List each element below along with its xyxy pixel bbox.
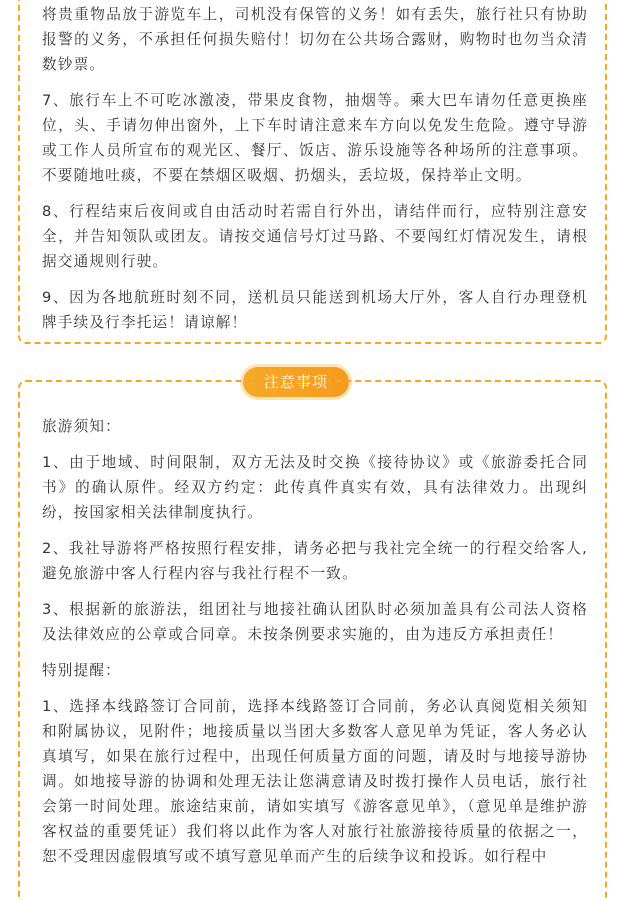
special-reminder-heading: 特别提醒： [42, 662, 121, 679]
paragraph-item-8: 8、行程结束后夜间或自由活动时若需自行外出，请结伴而行，应特别注意安全，并告知领队或团友。请按交通信号灯过马路、不要闯红灯情况发生，请根据交通规则行驶。 [42, 203, 588, 270]
notice-item-1: 1、由于地域、时间限制，双方无法及时交换《接待协议》或《旅游委托合同书》的确认原件。经双方约定：此传真件真实有效，具有法律效力。出现纠纷，按国家相关法律制度执行。 [42, 454, 588, 521]
tips-content [42, 2, 588, 346]
paragraph-item-9: 9、因为各地航班时刻不同，送机员只能送到机场大厅外，客人自行办理登机牌手续及行李托运！请谅解！ [42, 289, 588, 331]
tips-card-top [18, 0, 607, 344]
notice-item-2: 2、我社导游将严格按照行程安排，请务必把与我社完全统一的行程交给客人,避免旅游中客人行程内容与我社行程不一致。 [42, 540, 588, 582]
paragraph-valuables: 将贵重物品放于游览车上，司机没有保管的义务！如有丢失，旅行社只有协助报警的义务，不承担任何损失赔付！切勿在公共场合露财，购物时也勿当众清数钞票。 [42, 6, 588, 73]
section-title-badge: 注意事项 [243, 367, 349, 397]
notice-card [18, 380, 607, 900]
special-reminder-item-1: 1、选择本线路签订合同前，选择本线路签订合同前，务必认真阅览相关须知和附属协议，见附件；地接质量以当团大多数客人意见单为凭证，客人务必认真填写，如果在旅行过程中，出现任何质量方面的问题，请及时与地接导游协调。如地接导游的协调和处理无法让您满意请及时拨打操作人员电话，旅行社会第一时间处理。旅途结束前，请如实填写《游客意见单》，（意见单是维护游客权益的重要凭证）我们将以此作为客人对旅行社旅游接待质量的依据之一，恕不受理因虚假填写或不填写意见单而产生的后续争议和投诉。如行程中 [42, 698, 588, 865]
notice-item-3: 3、根据新的旅游法，组团社与地接社确认团队时必须加盖具有公司法人资格及法律效应的公章或合同章。未按条例要求实施的，由为违反方承担责任！ [42, 601, 588, 643]
notice-heading: 旅游须知： [42, 418, 121, 435]
notice-content [42, 414, 588, 880]
paragraph-item-7: 7、旅行车上不可吃冰激凌，带果皮食物，抽烟等。乘大巴车请勿任意更换座位，头、手请勿伸出窗外，上下车时请注意来车方向以免发生危险。遵守导游或工作人员所宣布的观光区、餐厅、饭店、游乐设施等各种场所的注意事项。不要随地吐痰，不要在禁烟区吸烟、扔烟头，丢垃圾，保持举止文明。 [42, 92, 588, 184]
